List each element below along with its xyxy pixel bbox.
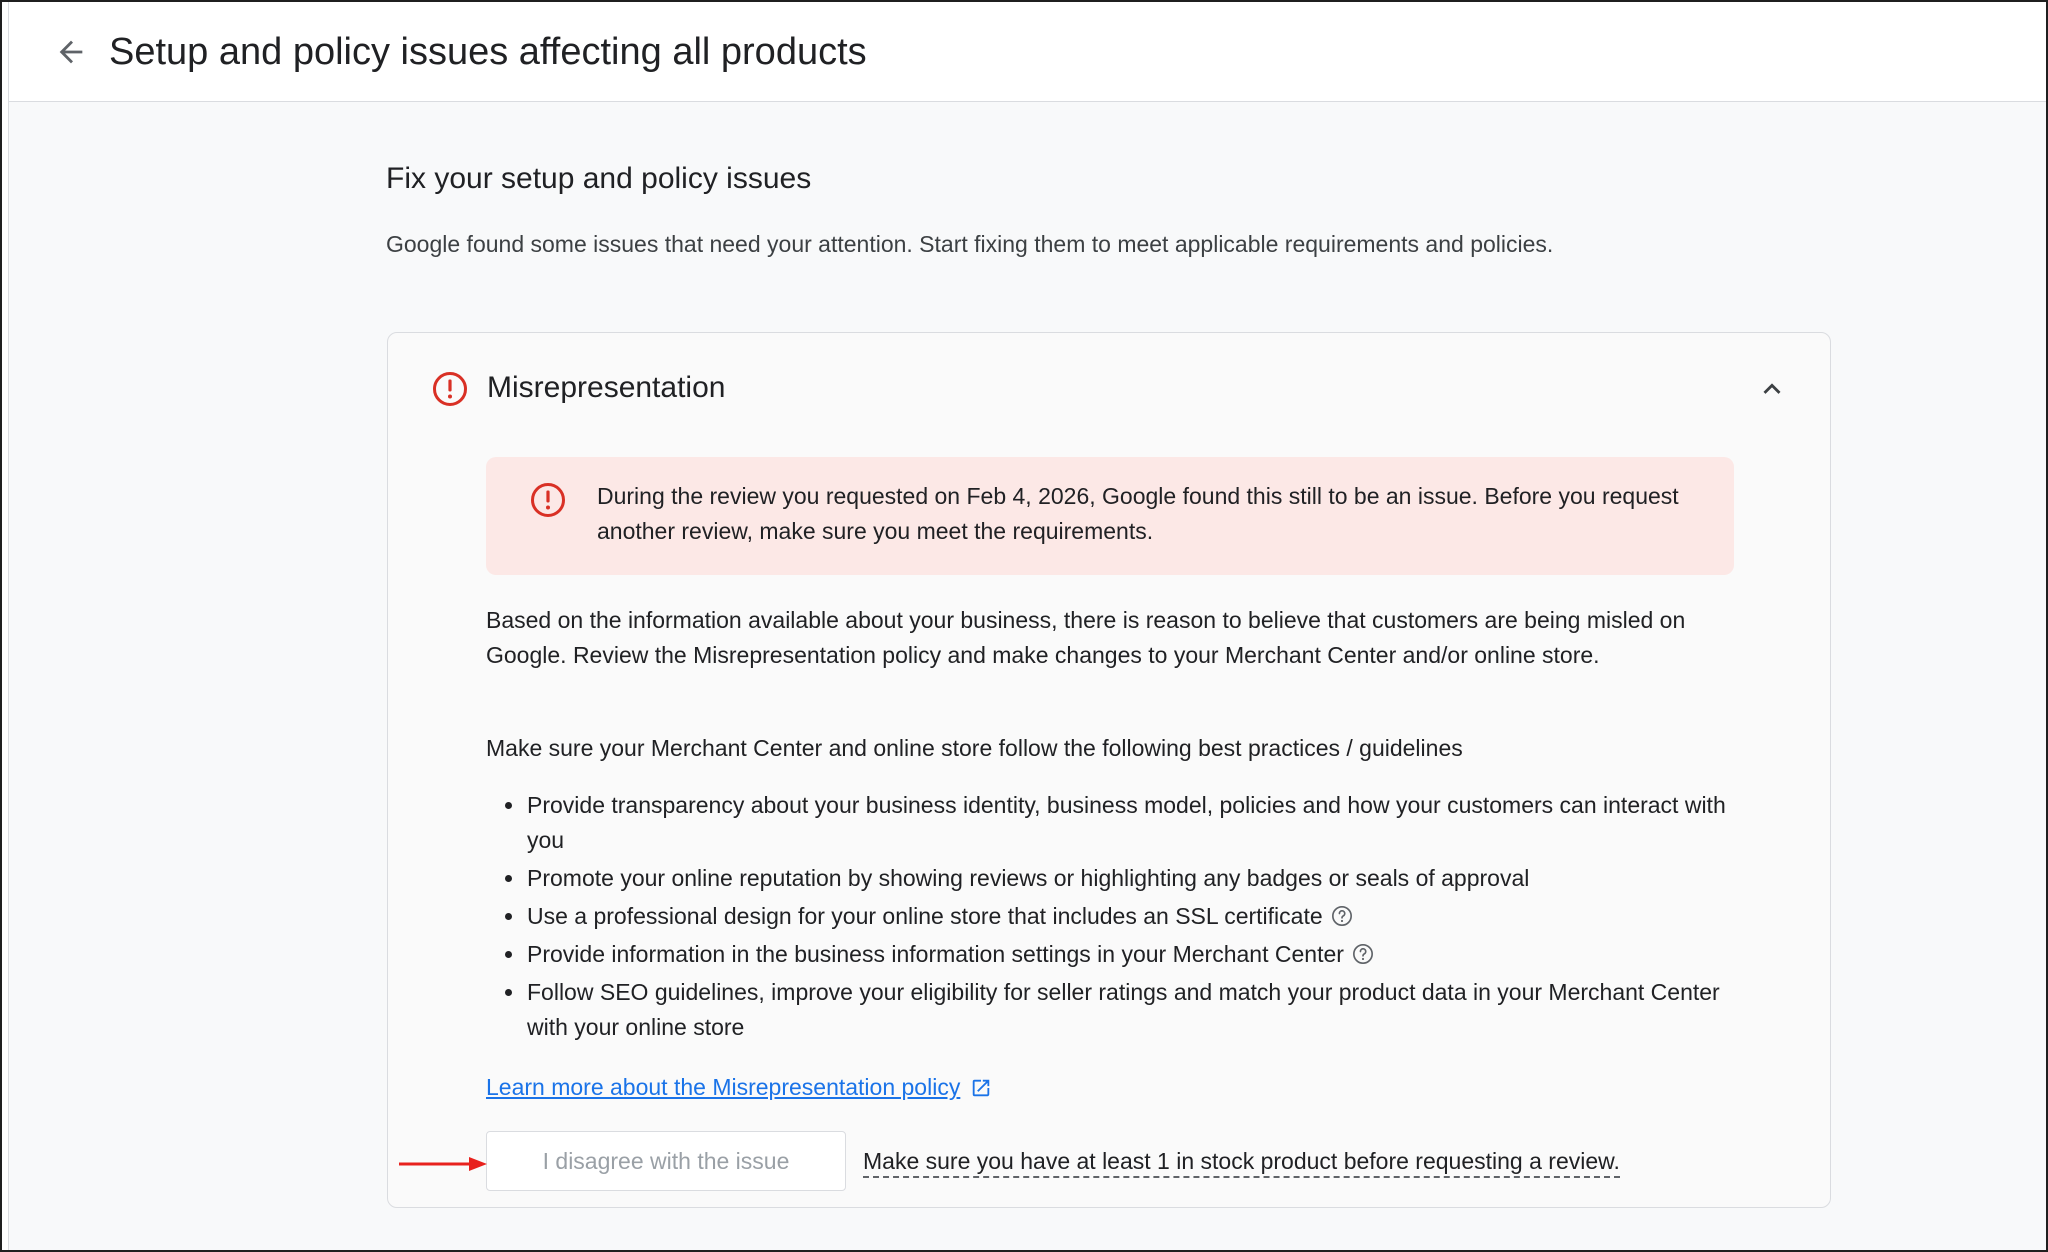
bullet xyxy=(505,913,512,920)
disagree-button[interactable]: I disagree with the issue xyxy=(486,1131,846,1191)
guideline-text: Use a professional design for your online store that includes an SSL certificate xyxy=(527,903,1323,929)
chevron-up-icon xyxy=(1755,372,1789,406)
page-title: Setup and policy issues affecting all products xyxy=(109,31,867,73)
error-icon xyxy=(432,371,468,407)
guideline-text: Follow SEO guidelines, improve your eligibility for seller ratings and match your product data in your Merchant Center with your online store xyxy=(527,979,1720,1040)
list-item xyxy=(486,861,1736,896)
list-item xyxy=(486,975,1736,1045)
list-item xyxy=(486,899,1736,934)
list-item xyxy=(486,788,1736,858)
issue-description: Based on the information available about your business, there is reason to believe that customers are being misled on Google. Review the Misrepresentation policy and make changes to your Merchant Center and/or online store. xyxy=(486,607,1686,668)
guidelines-list xyxy=(486,788,1736,1048)
guideline-text: Provide transparency about your business identity, business model, policies and how your customers can interact with you xyxy=(527,792,1726,853)
help-circle-icon[interactable] xyxy=(1331,905,1353,927)
bullet xyxy=(505,951,512,958)
learn-more-label: Learn more about the Misrepresentation policy xyxy=(486,1074,961,1100)
alert-text: During the review you requested on Feb 4, 2026, Google found this still to be an issue. Before you request another review, make sure you meet the requirements. xyxy=(597,483,1679,544)
error-icon xyxy=(530,482,566,518)
guideline-text: Provide information in the business information settings in your Merchant Center xyxy=(527,941,1344,967)
review-alert xyxy=(486,457,1734,575)
left-strip xyxy=(2,2,9,1250)
bullet xyxy=(505,802,512,809)
section-title: Fix your setup and policy issues xyxy=(386,162,812,195)
issue-card xyxy=(387,332,1831,1208)
bullet xyxy=(505,875,512,882)
collapse-button[interactable] xyxy=(1750,367,1794,411)
issue-title: Misrepresentation xyxy=(487,371,726,404)
top-bar xyxy=(9,2,2046,102)
annotation-arrow xyxy=(399,1154,487,1174)
guidelines-intro: Make sure your Merchant Center and online store follow the following best practices / guidelines xyxy=(486,735,1463,761)
back-button[interactable] xyxy=(49,30,93,74)
section-description: Google found some issues that need your attention. Start fixing them to meet applicable requirements and policies. xyxy=(386,231,1554,257)
learn-more-link[interactable] xyxy=(486,1070,992,1105)
open-in-new-icon xyxy=(970,1077,992,1099)
review-requirement-note: Make sure you have at least 1 in stock product before requesting a review. xyxy=(863,1146,1620,1178)
bullet xyxy=(505,989,512,996)
guideline-text: Promote your online reputation by showing reviews or highlighting any badges or seals of approval xyxy=(527,865,1530,891)
list-item xyxy=(486,937,1736,972)
help-circle-icon[interactable] xyxy=(1352,943,1374,965)
arrow-back-icon xyxy=(54,35,88,69)
